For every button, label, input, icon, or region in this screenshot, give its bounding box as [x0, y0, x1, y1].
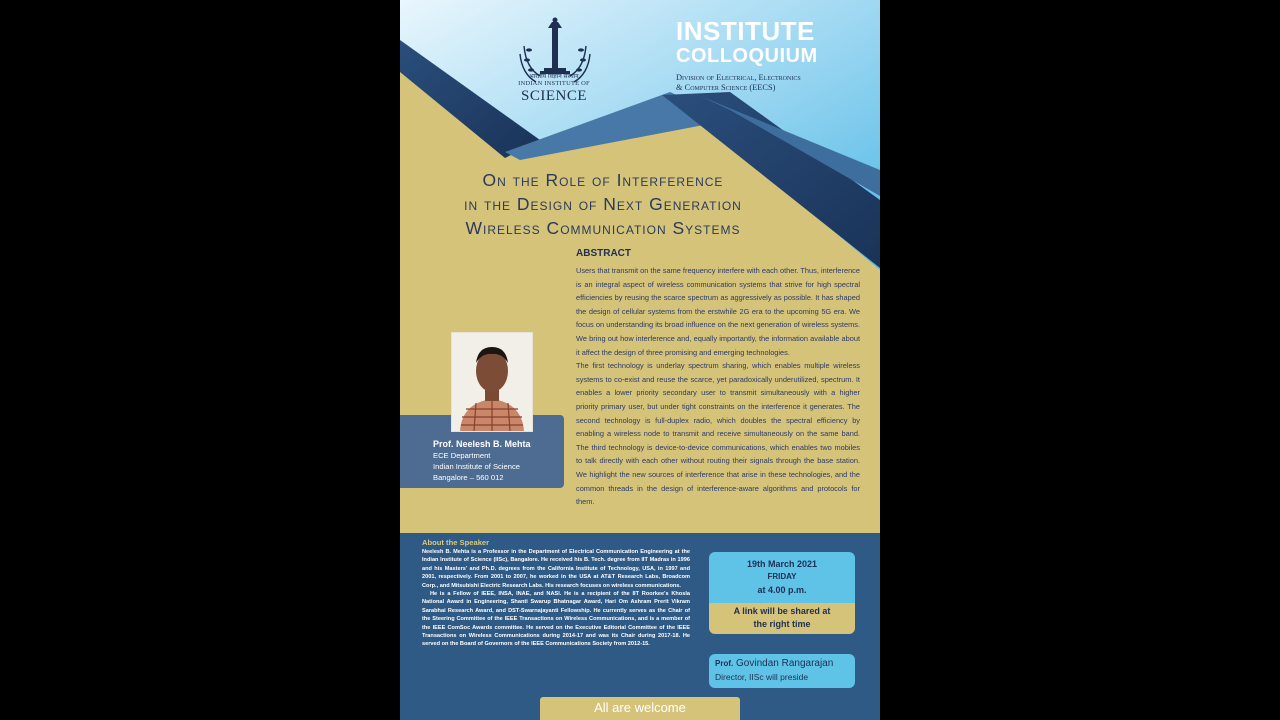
preside-person: Govindan Rangarajan	[736, 658, 834, 669]
division-name-line2: & Computer Science (EECS)	[676, 83, 776, 92]
abstract-body	[576, 264, 860, 509]
about-paragraph: Neelesh B. Mehta is a Professor in the Department of Electrical Communication Engineering at the Indian Institute of Science (IISc), Bangalore. He received his B. Tech. degree from IIT Madras in 1996 and his Masters' and Ph.D. degrees from the California Institute of Technology, USA, in 1997 and 2001, respectively. From 2001 to 2007, he worked in the USA at AT&T Research Labs, Broadcom Corp., and Mitsubishi Electric Research Labs. His research focuses on wireless communications.	[422, 549, 690, 589]
about-speaker-body	[422, 548, 690, 649]
welcome-text: All are welcome	[594, 700, 686, 715]
colloquium-title-line2: COLLOQUIUM	[676, 45, 818, 67]
event-link-note-line2: the right time	[753, 619, 811, 629]
colloquium-poster	[400, 0, 880, 720]
speaker-city: Bangalore – 560 012	[433, 473, 504, 482]
about-speaker-heading: About the Speaker	[422, 538, 490, 547]
talk-title-line1: On the Role of Interference	[482, 170, 724, 190]
logo-science-word: SCIENCE	[520, 88, 587, 104]
talk-title-line2: in the Design of Next Generation	[464, 194, 742, 214]
speaker-photo	[452, 333, 532, 431]
division-name-line1: Division of Electrical, Electronics	[676, 73, 801, 82]
preside-role: Director, IISc will preside	[715, 672, 809, 682]
speaker-name: Prof. Neelesh B. Mehta	[433, 439, 531, 449]
logo-hindi-name: भारतीय विज्ञान संस्थान	[529, 73, 579, 80]
event-link-note-line1: A link will be shared at	[733, 606, 831, 616]
abstract-paragraph: Users that transmit on the same frequency interfere with each other. Thus, interference is an integral aspect of wireless communication systems that strive for high spectral efficiencies by reusing the scarce spectrum as aggressively as possible. It has shaped the design of cellular systems from the erstwhile 2G era to the upcoming 5G era. We focus on understanding its broad influence on the next generation of wireless systems. We bring out how interference and, equally importantly, the information available about it affect the design of three promising and emerging technologies.	[576, 266, 860, 357]
preside-prefix: Prof.	[715, 659, 734, 668]
event-day: FRIDAY	[767, 572, 797, 581]
event-date: 19th March 2021	[746, 559, 818, 569]
logo-institute-name: INDIAN INSTITUTE OF	[518, 80, 590, 87]
abstract-heading: ABSTRACT	[576, 248, 631, 259]
speaker-department: ECE Department	[433, 451, 491, 460]
about-paragraph: He is a Fellow of IEEE, INSA, INAE, and NASI. He is a recipient of the IIT Roorkee's Khosla National Award in Engineering, Shanti Swarup Bhatnagar Award, Hari Om Ashram Prerit Vikram Sarabhai Research Award, and DST-Swarnajayanti Fellowship. He currently serves as the Chair of the Steering Committee of the IEEE Transactions on Wireless Communications, and is a member of the IEEE ComSoc Awards committee. He served on the Executive Editorial Committee of the IEEE Transactions on Wireless Communications during 2014-17 and was its Chair during 2017-18. He served on the Board of Governors of the IEEE Communications Society from 2012-15.	[422, 591, 690, 648]
colloquium-title-line1: INSTITUTE	[676, 16, 815, 46]
event-time: at 4.00 p.m.	[757, 585, 807, 595]
talk-title-line3: Wireless Communication Systems	[465, 218, 741, 238]
abstract-paragraph: The first technology is underlay spectrum sharing, which enables multiple wireless systems to co-exist and reuse the scarce, yet paradoxically underutilized, spectrum. It enables a lower priority secondary user to transmit simultaneously with a higher priority primary user, but under tight constraints on the interference it generates. The second technology is full-duplex radio, which doubles the spectral efficiency by enabling a wireless node to transmit and receive simultaneously on the same band. The third technology is device-to-device communications, which enables two mobiles to talk directly with each other without routing their signals through the base station. We highlight the new sources of interference that arise in these technologies, and the common threads in the design of interference-aware algorithms and protocols for them.	[576, 361, 860, 507]
preside-name	[715, 658, 833, 669]
speaker-institute: Indian Institute of Science	[433, 462, 520, 471]
